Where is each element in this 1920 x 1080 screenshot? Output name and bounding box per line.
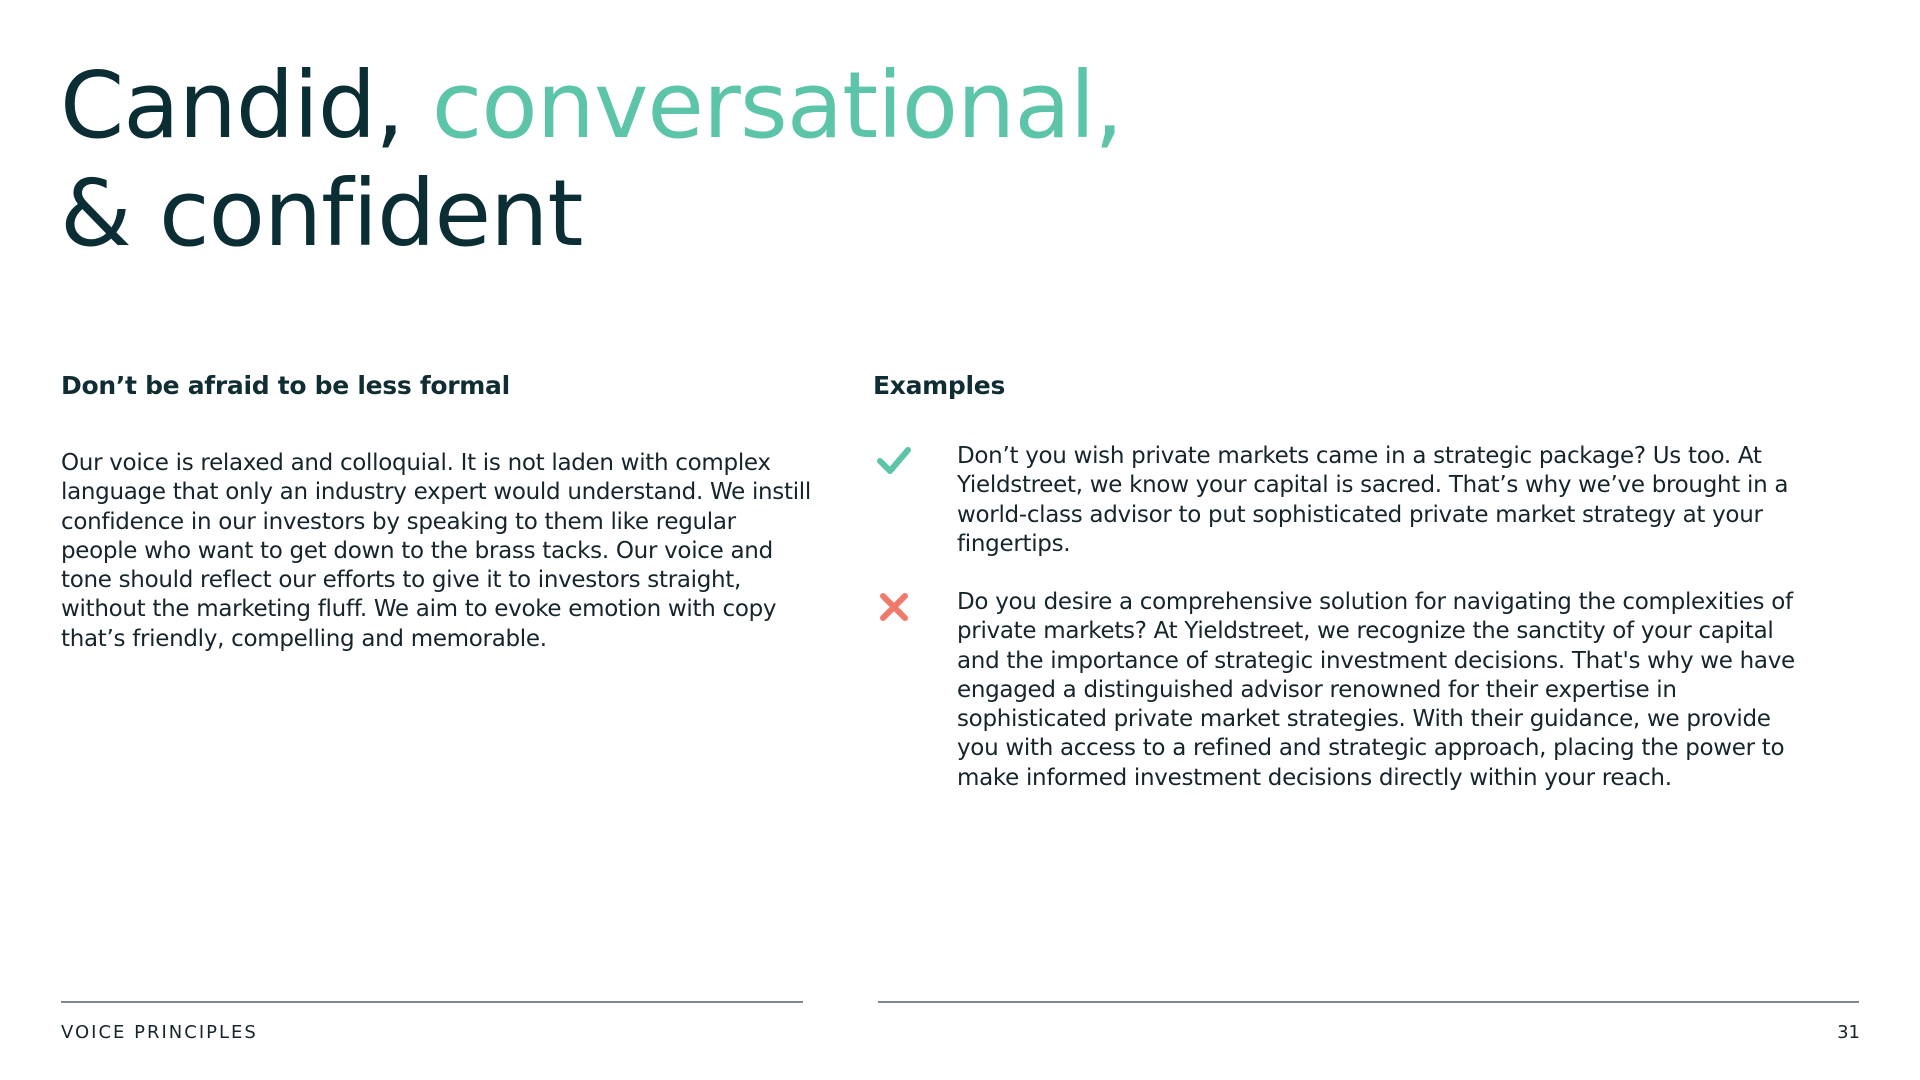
- examples-heading: Examples: [873, 371, 1006, 400]
- voice-description: Our voice is relaxed and colloquial. It is not laden with complex language that only an industry expert would understand. We instill confidence in our investors by speaking to them like regular people who want to get down to the brass tacks. Our voice and tone should reflect our efforts to give it to investors straight, without the marketing fluff. We aim to evoke emotion with copy that’s friendly, compelling and memorable.: [61, 450, 811, 652]
- bad-example-text: Do you desire a comprehensive solution for navigating the complexities of private markets? At Yieldstreet, we recognize the sanctity of your capital and the importance of strategic investment decisions. That's why we have engaged a distinguished advisor renowned for their expertise in sophisticated private market strategies. With their guidance, we provide you with access to a refined and strategic approach, placing the power to make informed investment decisions directly within your reach.: [957, 589, 1795, 791]
- footer-divider-right: [878, 1001, 1859, 1003]
- checkmark-icon: [877, 444, 911, 478]
- page-title: [60, 52, 1123, 268]
- page-number: 31: [1837, 1022, 1860, 1043]
- title-line-2: & confident: [60, 160, 583, 267]
- good-example-text: Don’t you wish private markets came in a strategic package? Us too. At Yieldstreet, we know your capital is sacred. That’s why we’ve brought in a world-class advisor to put sophisticated private market strategy at your fingertips.: [957, 443, 1789, 557]
- title-part-1: Candid,: [60, 52, 432, 159]
- footer-divider-left: [61, 1001, 803, 1003]
- footer-section-label: VOICE PRINCIPLES: [61, 1022, 258, 1043]
- section-heading-formality: Don’t be afraid to be less formal: [61, 371, 510, 400]
- x-mark-icon: [877, 590, 911, 624]
- title-accent-word: conversational,: [431, 52, 1123, 159]
